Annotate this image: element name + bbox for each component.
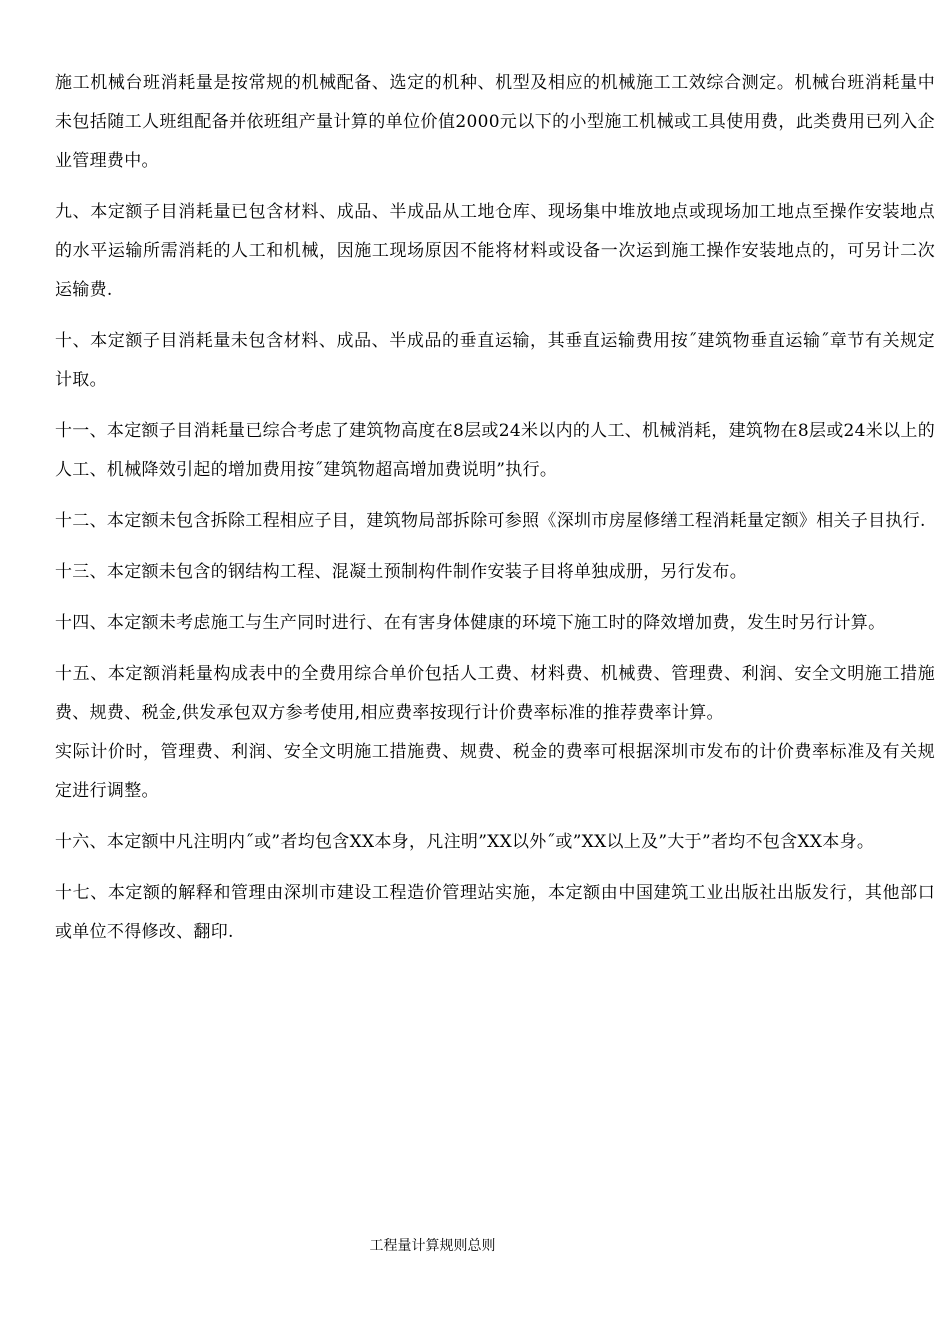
paragraph-clause-13: 十三、本定额未包含的钢结构工程、混凝土预制构件制作安装子目将单独成册，另行发布。 (55, 562, 747, 582)
paragraph-clause-15-continued: 实际计价时，管理费、利润、安全文明施工措施费、规费、税金的费率可根据深圳市发布的计价费率标准及有关规定进行调整。 (55, 742, 935, 801)
paragraph-clause-9: 九、本定额子目消耗量已包含材料、成品、半成品从工地仓库、现场集中堆放地点或现场加工地点至操作安装地点的水平运输所需消耗的人工和机械，因施工现场原因不能将材料或设备一次运到施工操作安装地点的，可另计二次运输费. (55, 202, 935, 300)
paragraph-clause-11: 十一、本定额子目消耗量已综合考虑了建筑物高度在8层或24米以内的人工、机械消耗，建筑物在8层或24米以上的人工、机械降效引起的增加费用按˝建筑物超高增加费说明”执行。 (55, 421, 935, 480)
paragraph-clause-14: 十四、本定额未考虑施工与生产同时进行、在有害身体健康的环境下施工时的降效增加费，发生时另行计算。 (55, 613, 886, 633)
paragraph-machinery-consumption: 施工机械台班消耗量是按常规的机械配备、选定的机种、机型及相应的机械施工工效综合测定。机械台班消耗量中未包括随工人班组配备并依班组产量计算的单位价值2000元以下的小型施工机械或工具使用费，此类费用已列入企业管理费中。 (55, 73, 935, 171)
section-heading: 工程量计算规则总则 (369, 1238, 496, 1254)
paragraph-clause-17: 十七、本定额的解释和管理由深圳市建设工程造价管理站实施，本定额由中国建筑工业出版社出版发行，其他部口或单位不得修改、翻印. (55, 883, 935, 942)
document-body (55, 64, 935, 964)
paragraph-clause-15: 十五、本定额消耗量构成表中的全费用综合单价包括人工费、材料费、机械费、管理费、利润、安全文明施工措施费、规费、税金,供发承包双方参考使用,相应费率按现行计价费率标准的推荐费率计算。 (55, 664, 935, 723)
paragraph-clause-16: 十六、本定额中凡注明内˝或”者均包含XX本身，凡注明”XX以外˝或”XX以上及”大于”者均不包含XX本身。 (55, 832, 875, 852)
paragraph-clause-10: 十、本定额子目消耗量未包含材料、成品、半成品的垂直运输，其垂直运输费用按˝建筑物垂直运输˝章节有关规定计取。 (55, 331, 935, 390)
paragraph-clause-12: 十二、本定额未包含拆除工程相应子目，建筑物局部拆除可参照《深圳市房屋修缮工程消耗量定额》相关子目执行. (55, 511, 926, 531)
